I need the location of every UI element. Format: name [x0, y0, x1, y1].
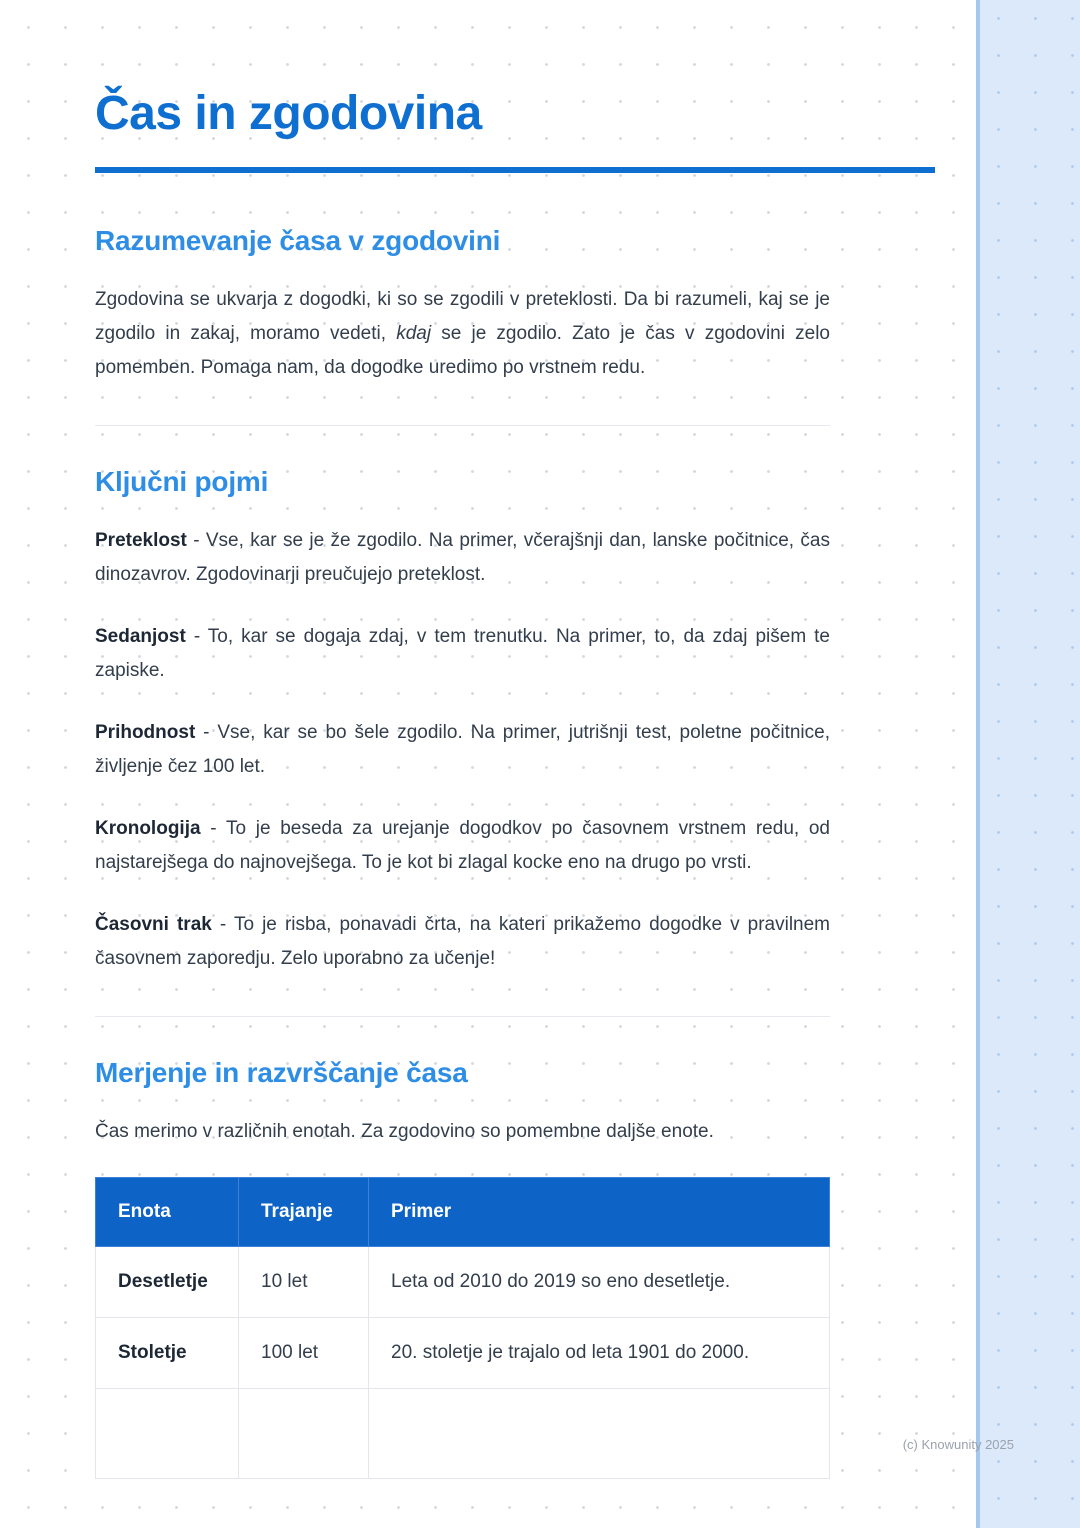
intro-paragraph	[95, 283, 830, 385]
cell-enota: Stoletje	[96, 1318, 239, 1389]
cell-enota: Desetletje	[96, 1247, 239, 1318]
col-header-primer: Primer	[369, 1178, 830, 1247]
term-definition: - Vse, kar se bo šele zgodilo. Na primer, jutrišnji test, poletne počitnice, življenje čez 100 let.	[95, 722, 830, 777]
title-underline	[95, 167, 935, 173]
table-header-row	[96, 1178, 830, 1247]
table-row	[96, 1318, 830, 1389]
measuring-paragraph: Čas merimo v različnih enotah. Za zgodovino so pomembne daljše enote.	[95, 1121, 714, 1142]
cell-primer	[369, 1389, 830, 1479]
term-label: Časovni trak	[95, 914, 212, 935]
cell-enota	[96, 1389, 239, 1479]
table-row	[96, 1247, 830, 1318]
col-header-trajanje: Trajanje	[239, 1178, 369, 1247]
intro-text-continued: se je zgodilo. Zato je čas v zgodovini zelo pomemben. Pomaga nam, da dogodke uredimo po vrstnem redu.	[95, 323, 831, 378]
section-heading-key-terms: Ključni pojmi	[95, 466, 269, 497]
page-edge-stripe	[976, 0, 1080, 1528]
section-divider	[95, 1016, 830, 1017]
definition-sedanjost	[95, 620, 830, 688]
term-label: Kronologija	[95, 818, 201, 839]
definition-casovni-trak	[95, 908, 830, 976]
cell-trajanje: 10 let	[239, 1247, 369, 1318]
table-row-cut-off	[96, 1389, 830, 1479]
intro-italic-word: kdaj	[396, 323, 432, 344]
term-label: Sedanjost	[95, 626, 186, 647]
cell-primer: Leta od 2010 do 2019 so eno desetletje.	[369, 1247, 830, 1318]
content-area	[95, 86, 935, 1479]
time-units-table	[95, 1177, 830, 1479]
definition-prihodnost	[95, 716, 830, 784]
definition-kronologija	[95, 812, 830, 880]
cell-primer: 20. stoletje je trajalo od leta 1901 do 2000.	[369, 1318, 830, 1389]
term-label: Preteklost	[95, 530, 187, 551]
term-definition: - Vse, kar se je že zgodilo. Na primer, včerajšnji dan, lanske počitnice, čas dinozavrov. Zgodovinarji preučujejo preteklost.	[95, 530, 830, 585]
term-label: Prihodnost	[95, 722, 196, 743]
col-header-enota: Enota	[96, 1178, 239, 1247]
section-heading-measuring: Merjenje in razvrščanje časa	[95, 1057, 468, 1088]
section-heading-understanding: Razumevanje časa v zgodovini	[95, 225, 501, 256]
section-divider	[95, 425, 830, 426]
term-definition: - To, kar se dogaja zdaj, v tem trenutku. Na primer, to, da zdaj pišem te zapiske.	[95, 626, 830, 681]
definition-preteklost	[95, 524, 830, 592]
cell-trajanje: 100 let	[239, 1318, 369, 1389]
copyright-footer: (c) Knowunity 2025	[902, 1437, 1014, 1452]
term-definition: - To je beseda za urejanje dogodkov po časovnem vrstnem redu, od najstarejšega do najnovejšega. To je kot bi zlagal kocke eno na drugo po vrsti.	[95, 818, 830, 873]
cell-trajanje	[239, 1389, 369, 1479]
term-definition: - To je risba, ponavadi črta, na kateri prikažemo dogodke v pravilnem časovnem zaporedju. Zelo uporabno za učenje!	[95, 914, 830, 969]
page-title: Čas in zgodovina	[95, 87, 482, 140]
intro-text: Zgodovina se ukvarja z dogodki, ki so se zgodili v preteklosti. Da bi razumeli, kaj se je zgodilo in zakaj, moramo vedeti,	[95, 289, 830, 344]
